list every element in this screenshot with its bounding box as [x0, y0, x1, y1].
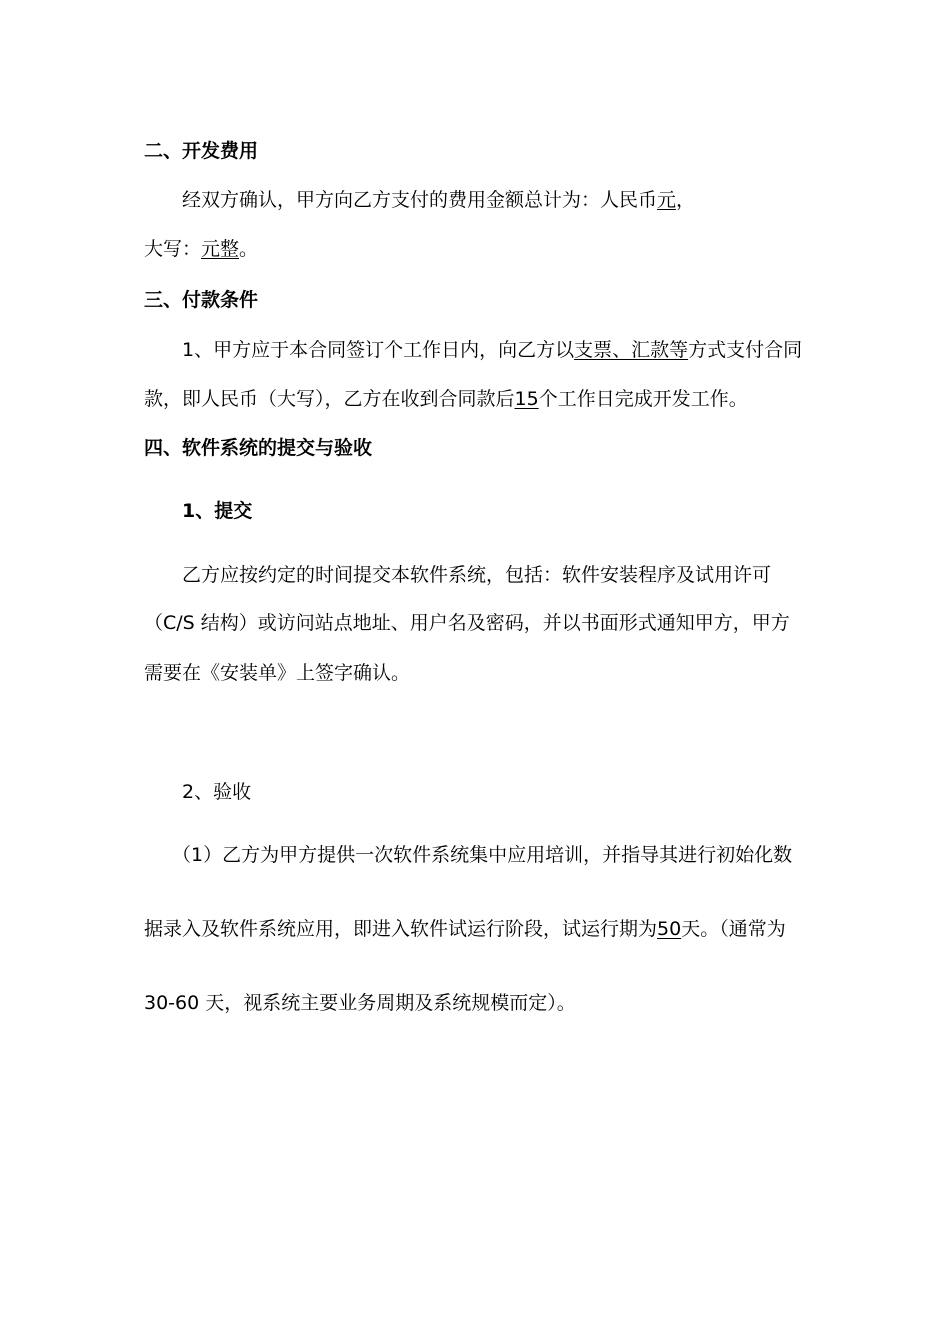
acceptance-text-a: 据录入及软件系统应用，即进入软件试运行阶段，试运行期为: [144, 918, 658, 940]
payment-item1-text-c: 款，即人民币（大写），乙方在收到合同款后: [144, 388, 515, 410]
delivery-paragraph-line1: 乙方应按约定的时间提交本软件系统，包括：软件安装程序及试用许可: [182, 564, 772, 586]
payment-item1-line1: [182, 338, 802, 362]
payment-item1-line2: [144, 387, 748, 411]
acceptance-text-b: 天。（通常为: [681, 918, 786, 940]
fee-capital-punct: 。: [239, 238, 259, 260]
fee-total-punct: ，: [676, 189, 696, 211]
fee-total-unit: 元: [657, 189, 677, 211]
payment-methods: 支票、汇款等: [574, 339, 689, 361]
subsection-heading-acceptance: 2、验收: [182, 781, 252, 803]
section-heading-development-fee: 二、开发费用: [144, 140, 259, 162]
section-heading-delivery-acceptance: 四、软件系统的提交与验收: [144, 437, 373, 459]
delivery-paragraph-line2: （C/S 结构）或访问站点地址、用户名及密码，并以书面形式通知甲方，甲方: [144, 612, 790, 634]
subsection-heading-delivery: 1、提交: [182, 500, 253, 522]
payment-item1-text-d: 个工作日完成开发工作。: [538, 388, 748, 410]
payment-item1-text-a: 1、甲方应于本合同签订个工作日内，向乙方以: [182, 339, 575, 361]
fee-capital-value: 元整: [201, 238, 240, 260]
payment-work-days: 15: [514, 388, 539, 410]
acceptance-paragraph-line2: [144, 917, 786, 941]
section-heading-payment-terms: 三、付款条件: [144, 289, 259, 311]
fee-capital-label: 大写：: [144, 238, 202, 260]
trial-period-days: 50: [657, 918, 682, 940]
payment-item1-text-b: 方式支付合同: [688, 339, 803, 361]
fee-capital-line: [144, 237, 258, 261]
acceptance-paragraph-line3: 30-60 天，视系统主要业务周期及系统规模而定）。: [144, 992, 576, 1014]
fee-total-line: [182, 188, 695, 212]
fee-total-text: 经双方确认，甲方向乙方支付的费用金额总计为：人民币: [182, 189, 658, 211]
delivery-paragraph-line3: 需要在《安装单》上签字确认。: [144, 662, 411, 684]
acceptance-paragraph-line1: （1）乙方为甲方提供一次软件系统集中应用培训，并指导其进行初始化数: [172, 844, 793, 866]
